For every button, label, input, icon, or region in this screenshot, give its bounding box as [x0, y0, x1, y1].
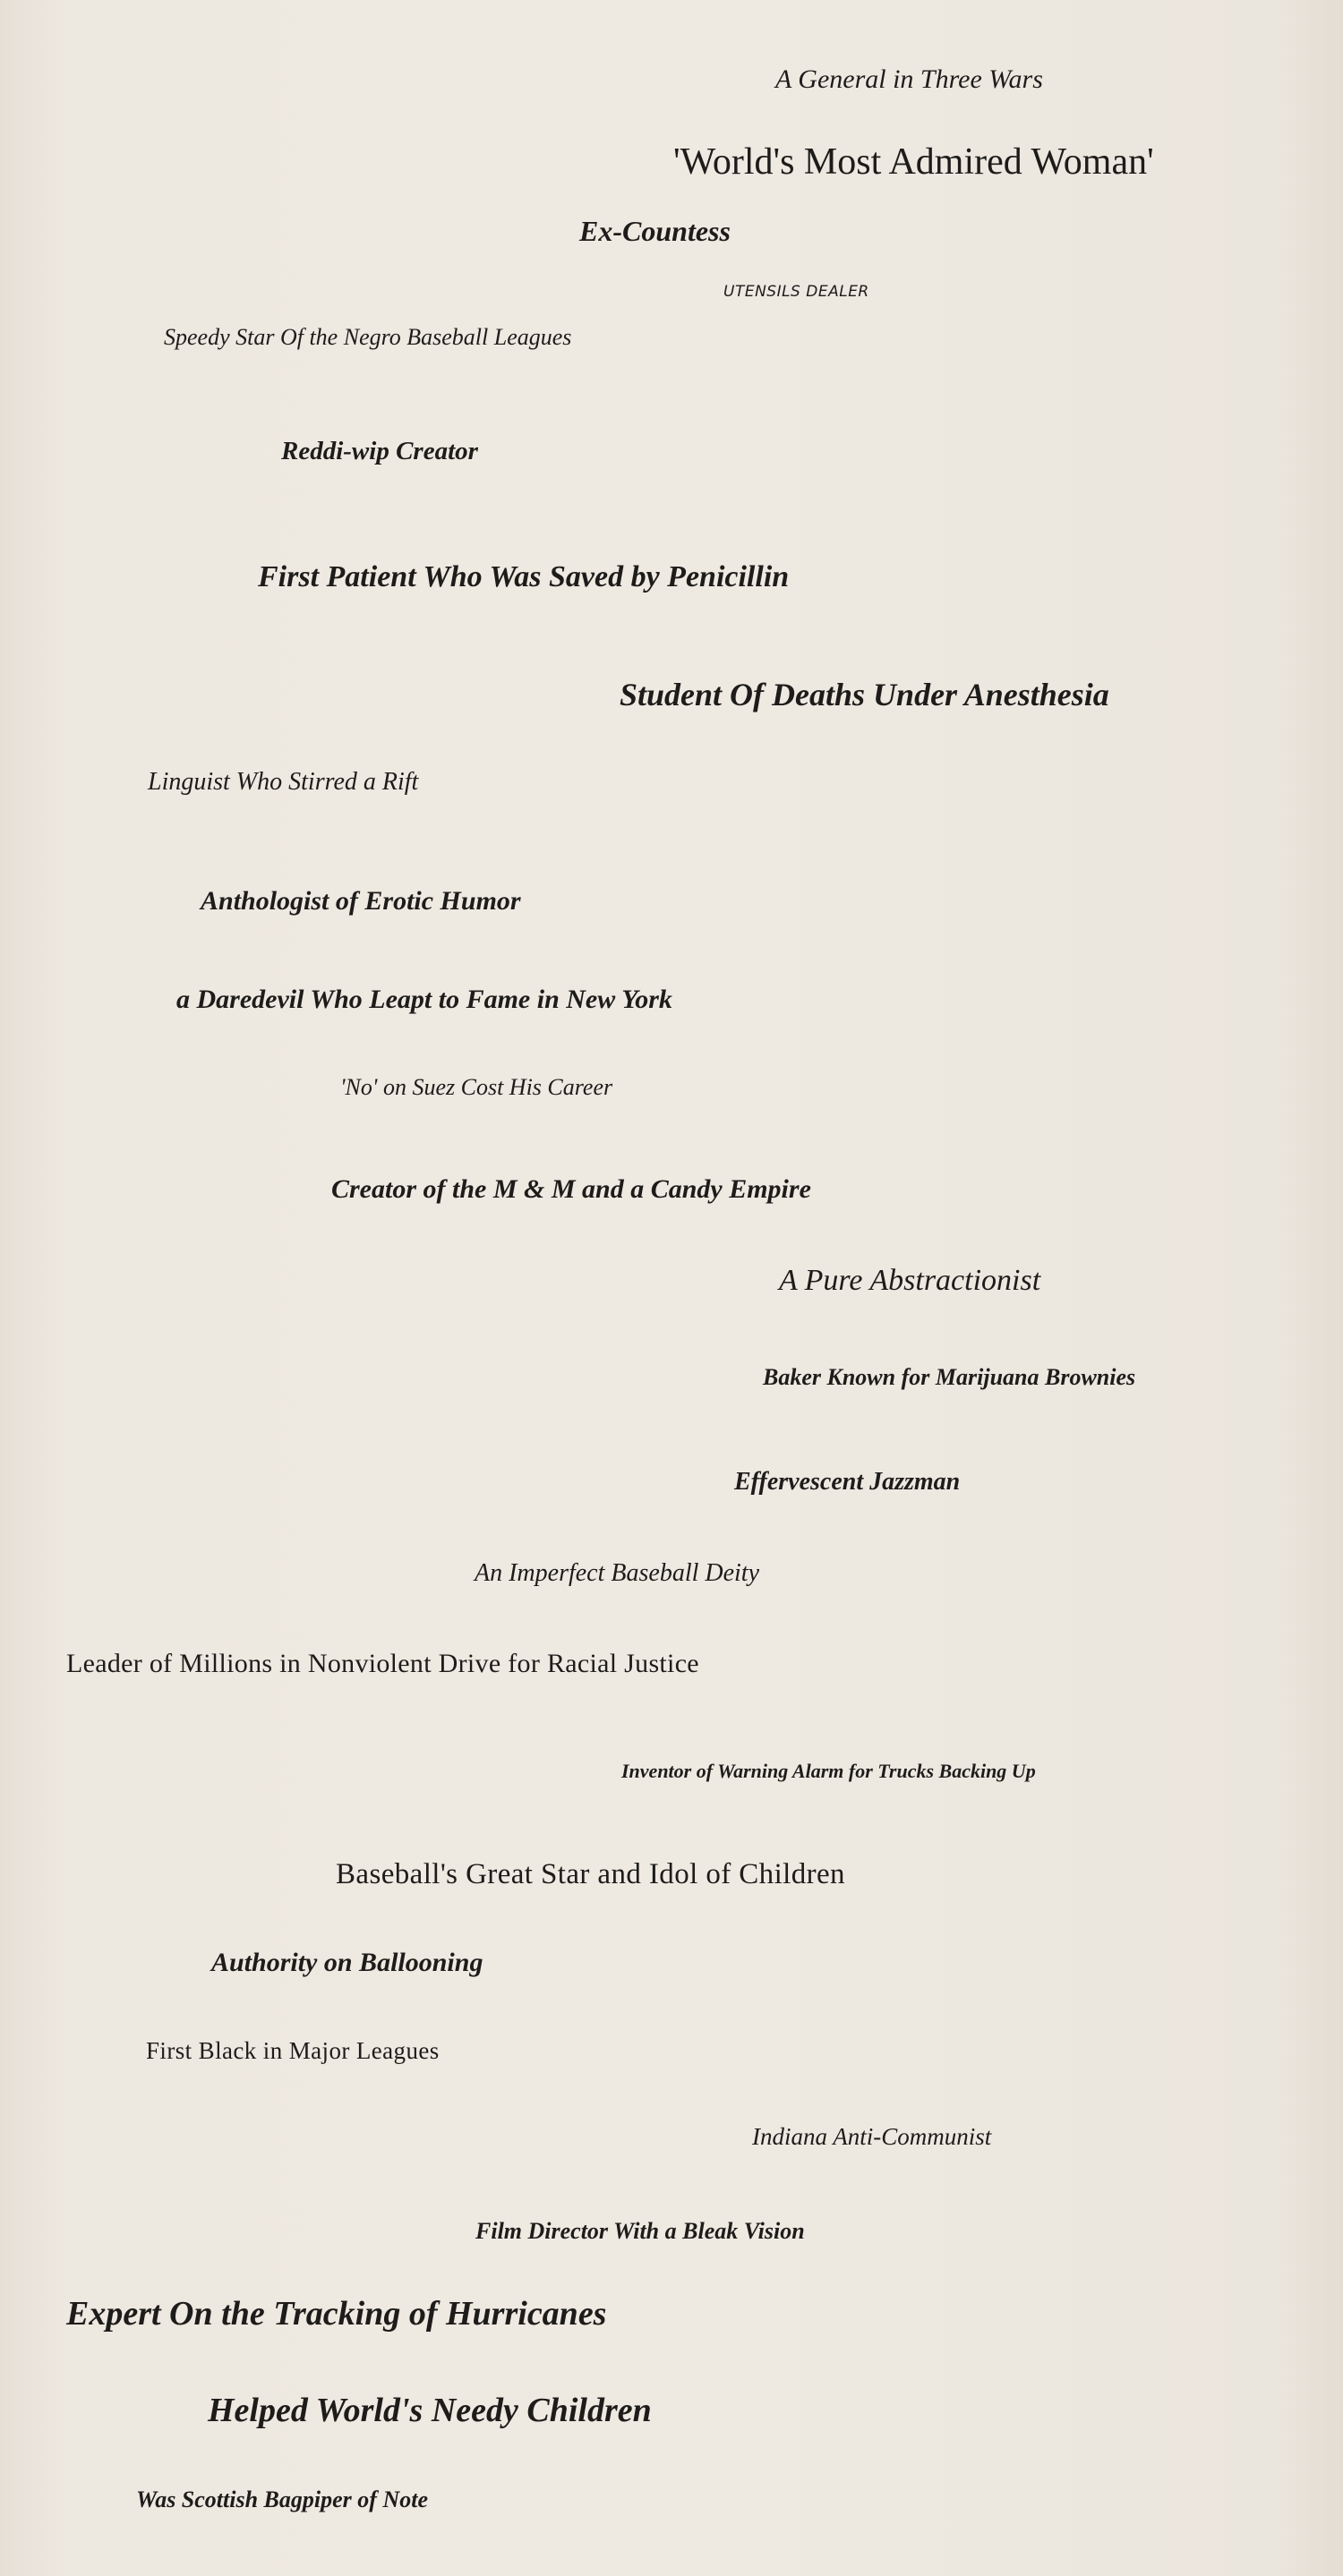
headline-idol-of-children: Baseball's Great Star and Idol of Children: [336, 1858, 845, 1890]
headline-needy-children: Helped World's Needy Children: [208, 2392, 652, 2429]
headline-indiana-anti-communist: Indiana Anti-Communist: [752, 2123, 992, 2150]
headline-candy-empire: Creator of the M & M and a Candy Empire: [331, 1174, 811, 1204]
headline-reddi-wip-creator: Reddi-wip Creator: [281, 437, 478, 465]
headline-marijuana-brownies: Baker Known for Marijuana Brownies: [763, 1364, 1136, 1390]
headline-general-three-wars: A General in Three Wars: [775, 64, 1043, 94]
headline-pure-abstractionist: A Pure Abstractionist: [779, 1264, 1041, 1297]
headline-racial-justice-leader: Leader of Millions in Nonviolent Drive for Racial Justice: [66, 1649, 699, 1678]
headline-anesthesia-student: Student Of Deaths Under Anesthesia: [620, 677, 1109, 712]
headline-hurricane-expert: Expert On the Tracking of Hurricanes: [66, 2295, 607, 2333]
headline-ballooning-authority: Authority on Ballooning: [211, 1948, 483, 1977]
headline-most-admired-woman: 'World's Most Admired Woman': [673, 141, 1154, 183]
headline-truck-alarm-inventor: Inventor of Warning Alarm for Trucks Backing Up: [621, 1760, 1036, 1782]
headline-baseball-deity: An Imperfect Baseball Deity: [475, 1559, 760, 1587]
headline-erotic-humor-anthologist: Anthologist of Erotic Humor: [201, 886, 521, 916]
headline-first-black-major-leagues: First Black in Major Leagues: [146, 2037, 440, 2064]
headline-negro-leagues-star: Speedy Star Of the Negro Baseball Leagues: [164, 324, 572, 350]
headline-penicillin-patient: First Patient Who Was Saved by Penicillin: [258, 560, 790, 593]
headline-linguist-rift: Linguist Who Stirred a Rift: [148, 768, 419, 796]
headline-utensils-dealer: UTENSILS DEALER: [723, 283, 869, 301]
headline-suez-career: 'No' on Suez Cost His Career: [340, 1074, 613, 1100]
headline-effervescent-jazzman: Effervescent Jazzman: [734, 1468, 961, 1496]
headline-daredevil-new-york: a Daredevil Who Leapt to Fame in New York: [176, 985, 672, 1014]
headline-ex-countess: Ex-Countess: [579, 215, 731, 247]
headline-bleak-film-director: Film Director With a Bleak Vision: [475, 2218, 805, 2244]
headline-scottish-bagpiper: Was Scottish Bagpiper of Note: [136, 2486, 428, 2512]
